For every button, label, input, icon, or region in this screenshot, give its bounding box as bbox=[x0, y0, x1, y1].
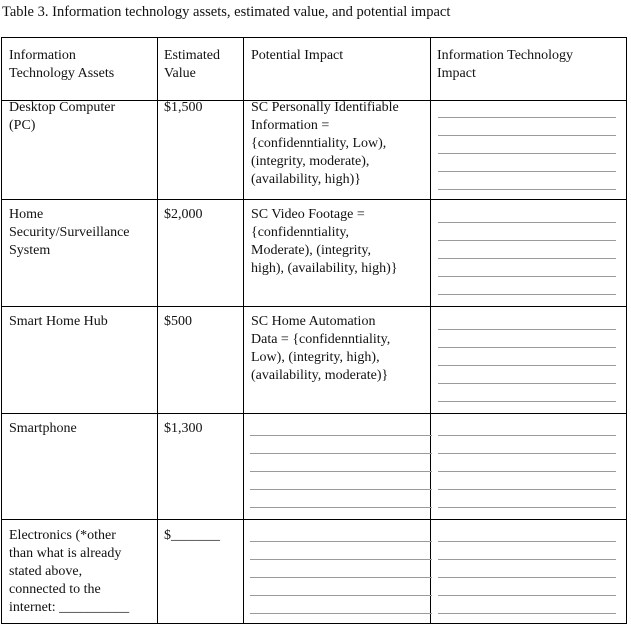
asset-value: $1,500 bbox=[164, 100, 203, 115]
asset-value: $500 bbox=[164, 314, 192, 329]
impact-blank-lines[interactable] bbox=[250, 414, 432, 520]
asset-name: Electronics (*other than what is already stated above, connected to the internet: __________ bbox=[9, 528, 130, 615]
asset-name: Smartphone bbox=[9, 421, 77, 436]
asset-value: $_______ bbox=[164, 528, 220, 543]
assets-table bbox=[1, 37, 627, 624]
asset-name: Desktop Computer (PC) bbox=[9, 100, 116, 133]
table-caption: Table 3. Information technology assets, estimated value, and potential impact bbox=[2, 4, 451, 20]
column-divider bbox=[157, 38, 158, 623]
header-assets: Information Technology Assets bbox=[9, 48, 115, 81]
header-potential-impact: Potential Impact bbox=[251, 48, 344, 63]
asset-value: $2,000 bbox=[164, 207, 203, 222]
impact-blank-lines[interactable] bbox=[250, 520, 432, 624]
it-impact-blank-lines[interactable] bbox=[438, 414, 616, 520]
it-impact-blank-lines[interactable] bbox=[438, 200, 616, 307]
it-impact-blank-lines[interactable] bbox=[438, 307, 616, 414]
asset-name: Smart Home Hub bbox=[9, 314, 108, 329]
header-it-impact: Information Technology Impact bbox=[437, 48, 574, 81]
asset-name: Home Security/Surveillance System bbox=[9, 207, 130, 258]
column-divider bbox=[243, 38, 244, 623]
it-impact-blank-lines[interactable] bbox=[438, 520, 616, 624]
header-estimated-value: Estimated Value bbox=[164, 48, 220, 81]
asset-impact: SC Home Automation Data = {confidenntiality, Low), (integrity, high), (availability, moderate)} bbox=[251, 314, 391, 383]
asset-impact: SC Personally Identifiable Information = {confidenntiality, Low), (integrity, moderate), (availability, high)} bbox=[251, 100, 399, 187]
asset-impact: SC Video Footage = {confidenntiality, Moderate), (integrity, high), (availability, high)} bbox=[251, 207, 398, 276]
asset-value: $1,300 bbox=[164, 421, 203, 436]
it-impact-blank-lines[interactable] bbox=[438, 101, 616, 200]
